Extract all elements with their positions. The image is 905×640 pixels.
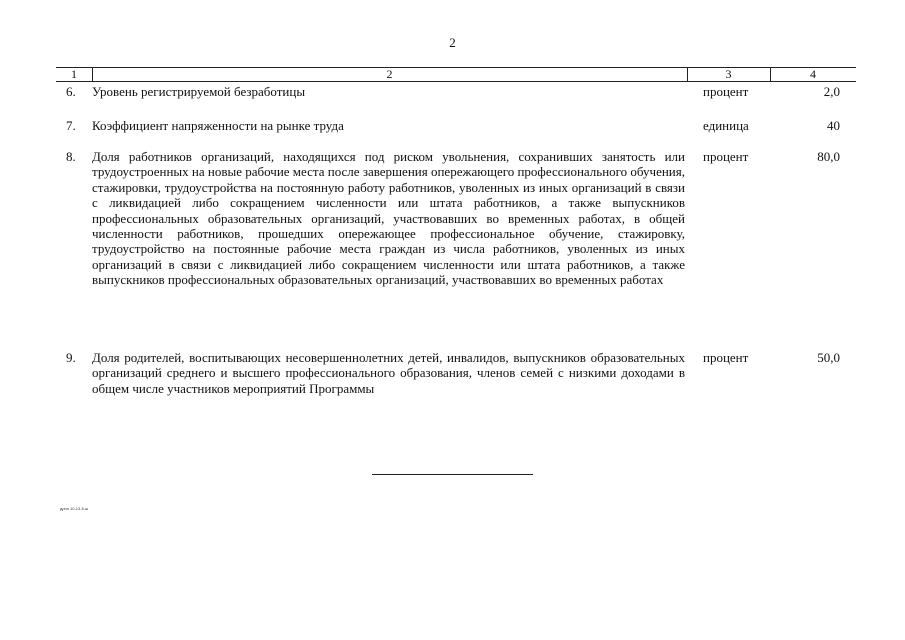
header-col-2: 2 bbox=[386, 67, 393, 81]
row-number: 8. bbox=[66, 149, 76, 164]
value-cell: 40 bbox=[827, 118, 840, 133]
page-number: 2 bbox=[449, 35, 456, 50]
table-header bbox=[56, 67, 856, 82]
value-cell: 50,0 bbox=[817, 350, 840, 365]
row-number: 7. bbox=[66, 118, 76, 133]
end-of-document-rule bbox=[372, 474, 533, 475]
header-col-1: 1 bbox=[71, 67, 77, 81]
indicator-text: Коэффициент напряженности на рынке труда bbox=[92, 118, 344, 133]
row-number: 9. bbox=[66, 350, 76, 365]
header-col-4: 4 bbox=[810, 67, 816, 81]
unit-cell: процент bbox=[703, 149, 749, 164]
footer-code: дрпп 10-13-6.ш bbox=[60, 506, 89, 511]
indicator-text: Доля родителей, воспитывающих несовершеннолетних детей, инвалидов, выпускников образовательных организаций среднего и высшего профессионального образования, членов семей с низкими доходами в общем числе участников мероприятий Программы bbox=[92, 350, 685, 396]
value-cell: 2,0 bbox=[823, 84, 840, 99]
unit-cell: единица bbox=[703, 118, 749, 133]
unit-cell: процент bbox=[703, 350, 749, 365]
header-col-3: 3 bbox=[725, 67, 732, 81]
indicator-text: Уровень регистрируемой безработицы bbox=[92, 84, 306, 99]
row-number: 6. bbox=[66, 84, 76, 99]
value-cell: 80,0 bbox=[817, 149, 840, 164]
unit-cell: процент bbox=[703, 84, 749, 99]
indicator-text: Доля работников организаций, находящихся под риском увольнения, сохранивших занятость или трудоустроенных на новые рабочие места после завершения опережающего профессионального обучения, стажировки, трудоустройства на постоянную работу работников, уволенных из иных организаций в связи с ликвидацией либо сокращением численности или штата работников, а также выпускников профессиональных образовательных организаций, участвовавших во временных работах, в общей численности работников, прошедших опережающее профессиональное обучение, стажировку, трудоустройство на постоянные рабочие места граждан из числа работников, уволенных из иных организаций в связи с ликвидацией либо сокращением численности или штата работников, а также выпускников профессиональных образовательных организаций, участвовавших во временных работах bbox=[92, 149, 685, 288]
